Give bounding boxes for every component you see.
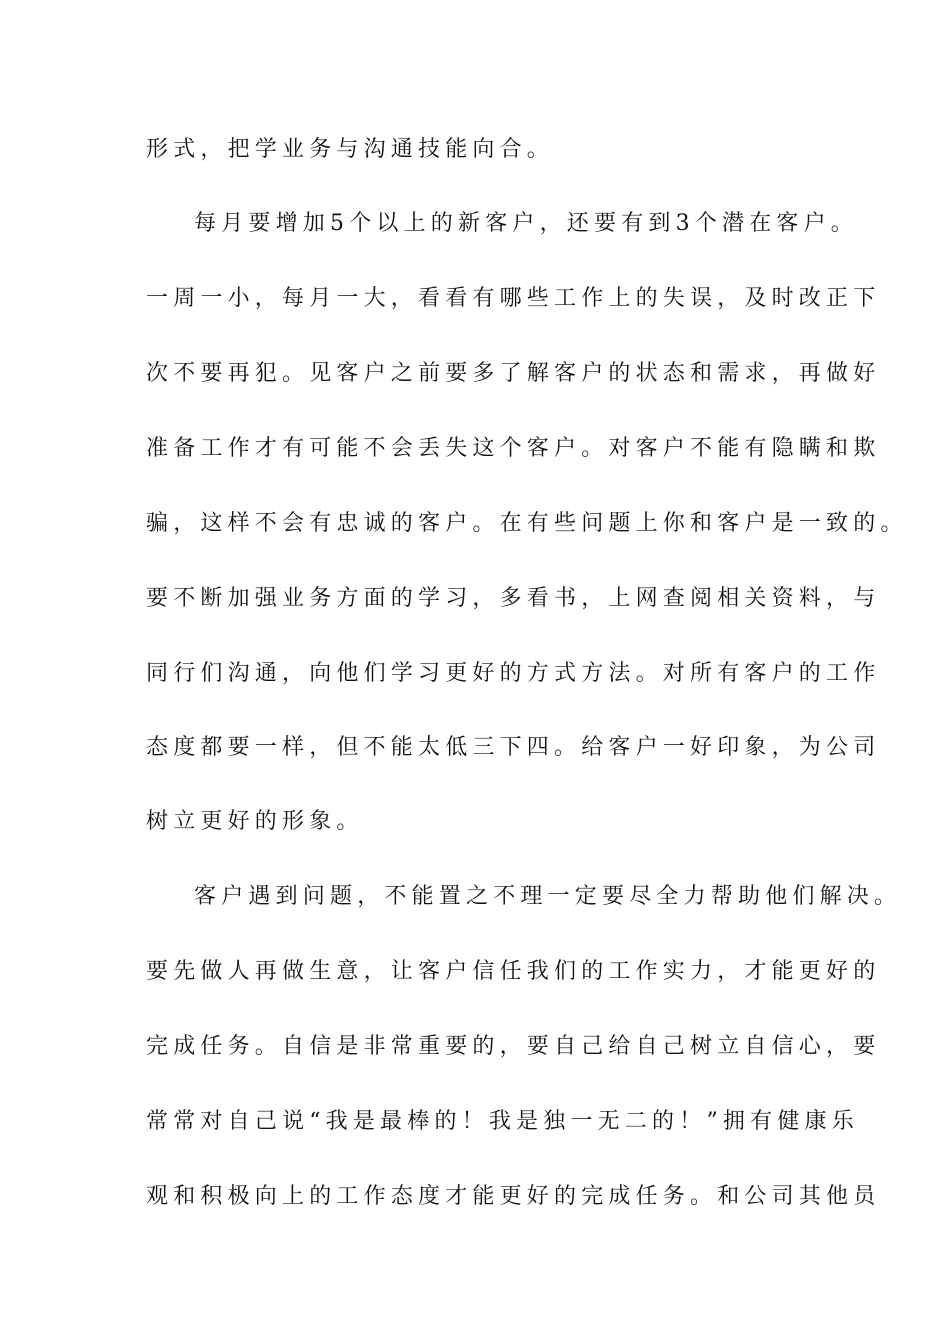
- text-line: 准备工作才有可能不会丢失这个客户。对客户不能有隐瞒和欺: [146, 436, 881, 461]
- text-line: 骗，这样不会有忠诚的客户。在有些问题上你和客户是一致的。: [146, 511, 908, 536]
- text-line: 一周一小，每月一大，看看有哪些工作上的失误，及时改正下: [146, 286, 881, 311]
- text-line: 形式，把学业务与沟通技能向合。: [146, 137, 555, 162]
- text-line: 要不断加强业务方面的学习，多看书，上网查阅相关资料，与: [146, 586, 881, 611]
- text-line: 同行们沟通，向他们学习更好的方式方法。对所有客户的工作: [146, 661, 881, 686]
- text-line: 客户遇到问题，不能置之不理一定要尽全力帮助他们解决。: [194, 884, 902, 909]
- text-line: 常常对自己说“我是最棒的！我是独一无二的！”拥有健康乐: [146, 1109, 859, 1134]
- text-line: 每月要增加5个以上的新客户，还要有到3个潜在客户。: [194, 211, 858, 236]
- text-line: 完成任务。自信是非常重要的，要自己给自己树立自信心，要: [146, 1034, 881, 1059]
- text-line: 次不要再犯。见客户之前要多了解客户的状态和需求，再做好: [146, 361, 881, 386]
- text-line: 树立更好的形象。: [146, 809, 364, 834]
- text-line: 要先做人再做生意，让客户信任我们的工作实力，才能更好的: [146, 959, 881, 984]
- text-line: 观和积极向上的工作态度才能更好的完成任务。和公司其他员: [146, 1184, 881, 1209]
- text-line: 态度都要一样，但不能太低三下四。给客户一好印象，为公司: [146, 735, 881, 760]
